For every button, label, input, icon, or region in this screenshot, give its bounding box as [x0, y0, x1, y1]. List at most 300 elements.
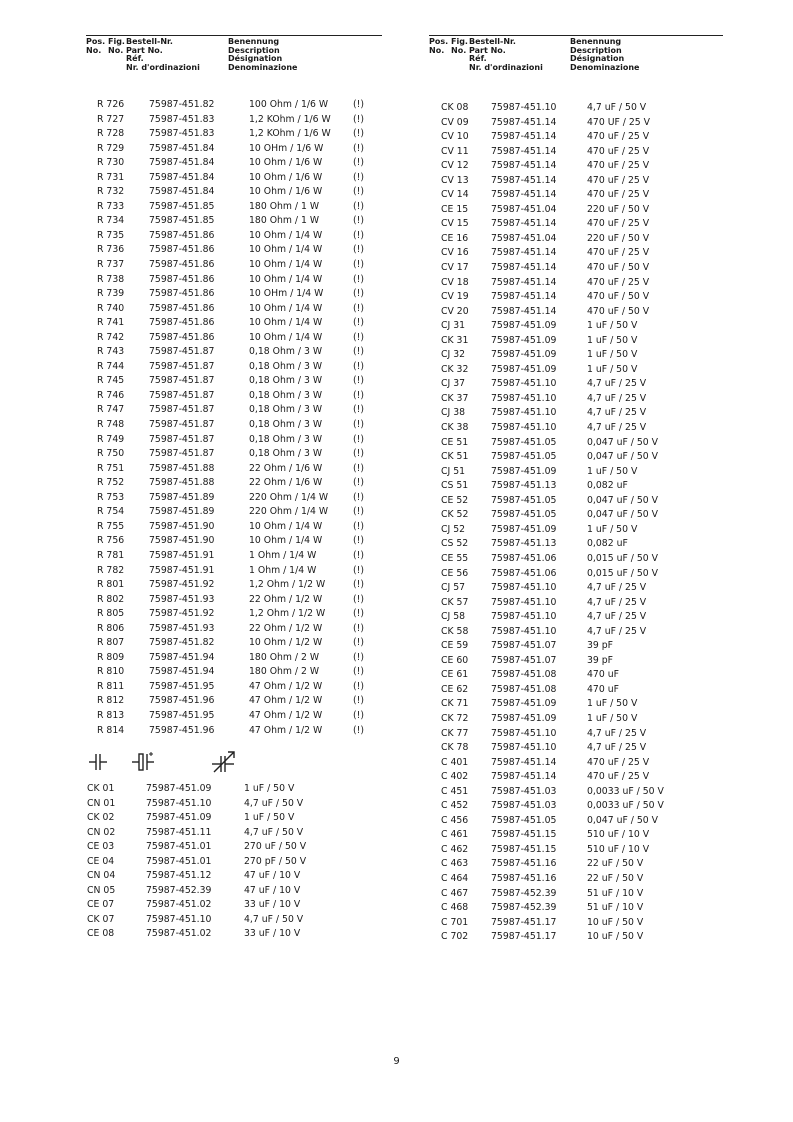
- header-pos: Pos. No.: [429, 37, 449, 55]
- position-number: CE 59: [441, 640, 469, 652]
- description: 1,2 Ohm / 1/2 W: [249, 579, 326, 591]
- description: 470 uF / 25 V: [587, 145, 650, 157]
- description: 10 OHm / 1/6 W: [249, 142, 324, 154]
- position-number: CJ 51: [441, 465, 466, 477]
- position-number: CE 08: [87, 928, 115, 940]
- description: 1 Ohm / 1/4 W: [249, 564, 317, 576]
- safety-note: (!): [353, 273, 364, 285]
- part-number: 75987-451.07: [491, 654, 557, 666]
- part-number: 75987-451.86: [149, 331, 215, 343]
- part-number: 75987-451.15: [491, 829, 557, 841]
- position-number: R 748: [97, 419, 125, 431]
- position-number: CN 01: [87, 797, 116, 809]
- part-number: 75987-451.86: [149, 244, 215, 256]
- part-number: 75987-451.10: [491, 596, 557, 608]
- part-number: 75987-452.39: [491, 887, 557, 899]
- part-number: 75987-451.10: [491, 407, 557, 419]
- part-number: 75987-451.17: [491, 931, 557, 943]
- part-number: 75987-451.82: [149, 637, 215, 649]
- part-number: 75987-451.89: [149, 506, 215, 518]
- description: 10 Ohm / 1/6 W: [249, 171, 323, 183]
- part-number: 75987-451.09: [491, 320, 557, 332]
- safety-note: (!): [353, 593, 364, 605]
- position-number: CE 07: [87, 899, 115, 911]
- part-number: 75987-451.14: [491, 756, 557, 768]
- description: 470 uF / 50 V: [587, 305, 650, 317]
- position-number: R 740: [97, 302, 125, 314]
- safety-note: (!): [353, 259, 364, 271]
- position-number: CJ 52: [441, 523, 466, 535]
- safety-note: (!): [353, 506, 364, 518]
- description: 1,2 KOhm / 1/6 W: [249, 128, 331, 140]
- description: 1 uF / 50 V: [244, 812, 295, 824]
- safety-note: (!): [353, 680, 364, 692]
- description: 0,047 uF / 50 V: [587, 436, 658, 448]
- position-number: R 752: [97, 477, 125, 489]
- safety-note: (!): [353, 389, 364, 401]
- safety-note: (!): [353, 331, 364, 343]
- position-number: R 742: [97, 331, 125, 343]
- header-desc: Benennung Description Désignation Denominazione: [228, 37, 298, 72]
- description: 1 uF / 50 V: [587, 349, 638, 361]
- position-number: CJ 38: [441, 407, 466, 419]
- part-number: 75987-451.87: [149, 433, 215, 445]
- position-number: C 464: [441, 872, 469, 884]
- part-number: 75987-451.16: [491, 858, 557, 870]
- description: 4,7 uF / 25 V: [587, 392, 647, 404]
- safety-note: (!): [353, 215, 364, 227]
- description: 1 uF / 50 V: [587, 320, 638, 332]
- header-part: Bestell-Nr. Part No. Réf. Nr. d'ordinazioni: [126, 37, 200, 72]
- position-number: CK 71: [441, 698, 469, 710]
- description: 0,0033 uF / 50 V: [587, 785, 664, 797]
- position-number: R 741: [97, 317, 125, 329]
- position-number: C 463: [441, 858, 469, 870]
- part-number: 75987-451.10: [491, 625, 557, 637]
- part-number: 75987-451.13: [491, 480, 557, 492]
- part-number: 75987-451.86: [149, 302, 215, 314]
- safety-note: (!): [353, 462, 364, 474]
- position-number: CV 19: [441, 291, 469, 303]
- description: 22 Ohm / 1/2 W: [249, 593, 323, 605]
- safety-note: (!): [353, 186, 364, 198]
- part-number: 75987-451.84: [149, 157, 215, 169]
- part-number: 75987-451.95: [149, 709, 215, 721]
- description: 4,7 uF / 25 V: [587, 582, 647, 594]
- part-number: 75987-451.05: [491, 494, 557, 506]
- position-number: C 461: [441, 829, 469, 841]
- position-number: R 801: [97, 579, 125, 591]
- description: 10 uF / 50 V: [587, 916, 644, 928]
- position-number: CV 13: [441, 174, 469, 186]
- safety-note: (!): [353, 229, 364, 241]
- part-number: 75987-451.10: [491, 582, 557, 594]
- description: 180 Ohm / 1 W: [249, 215, 320, 227]
- description: 10 Ohm / 1/6 W: [249, 157, 323, 169]
- part-number: 75987-451.01: [146, 855, 212, 867]
- position-number: R 805: [97, 608, 125, 620]
- part-number: 75987-451.06: [491, 552, 557, 564]
- position-number: R 738: [97, 273, 125, 285]
- part-number: 75987-451.09: [491, 334, 557, 346]
- part-number: 75987-451.05: [491, 451, 557, 463]
- position-number: R 728: [97, 128, 125, 140]
- description: 470 uF / 25 V: [587, 131, 650, 143]
- description: 470 UF / 25 V: [587, 116, 651, 128]
- position-number: C 402: [441, 771, 469, 783]
- part-number: 75987-451.06: [491, 567, 557, 579]
- safety-note: (!): [353, 99, 364, 110]
- description: 470 uF / 25 V: [587, 189, 650, 201]
- part-number: 75987-451.10: [491, 422, 557, 434]
- description: 10 Ohm / 1/4 W: [249, 244, 323, 256]
- description: 1 uF / 50 V: [587, 465, 638, 477]
- part-number: 75987-451.07: [491, 640, 557, 652]
- header-desc: Benennung Description Désignation Denominazione: [570, 37, 640, 72]
- position-number: R 731: [97, 171, 125, 183]
- part-number: 75987-451.14: [491, 262, 557, 274]
- description: 33 uF / 10 V: [244, 928, 301, 940]
- position-number: CK 31: [441, 334, 469, 346]
- position-number: CK 57: [441, 596, 469, 608]
- position-number: CK 02: [87, 812, 115, 824]
- part-number: 75987-451.96: [149, 695, 215, 707]
- description: 0,18 Ohm / 3 W: [249, 404, 323, 416]
- position-number: CK 38: [441, 422, 469, 434]
- description: 1 uF / 50 V: [587, 712, 638, 724]
- part-number: 75987-451.10: [491, 742, 557, 754]
- position-number: R 732: [97, 186, 125, 198]
- safety-note: (!): [353, 375, 364, 387]
- description: 4,7 uF / 25 V: [587, 742, 647, 754]
- description: 4,7 uF / 50 V: [587, 102, 647, 113]
- position-number: CV 18: [441, 276, 469, 288]
- position-number: CN 05: [87, 884, 116, 896]
- part-number: 75987-451.15: [491, 843, 557, 855]
- part-number: 75987-451.09: [491, 363, 557, 375]
- description: 220 uF / 50 V: [587, 203, 650, 215]
- part-number: 75987-451.04: [491, 232, 557, 244]
- position-number: CJ 37: [441, 378, 466, 390]
- position-number: CV 11: [441, 145, 469, 157]
- part-number: 75987-451.09: [491, 523, 557, 535]
- description: 0,18 Ohm / 3 W: [249, 433, 323, 445]
- safety-note: (!): [353, 579, 364, 591]
- description: 0,047 uF / 50 V: [587, 814, 658, 826]
- position-number: CJ 31: [441, 320, 466, 332]
- safety-note: (!): [353, 564, 364, 576]
- description: 10 Ohm / 1/4 W: [249, 520, 323, 532]
- part-number: 75987-451.14: [491, 276, 557, 288]
- part-number: 75987-451.92: [149, 579, 215, 591]
- description: 4,7 uF / 25 V: [587, 407, 647, 419]
- part-number: 75987-451.82: [149, 99, 215, 110]
- part-number: 75987-451.90: [149, 535, 215, 547]
- position-number: R 753: [97, 491, 125, 503]
- description: 39 pF: [587, 654, 614, 666]
- description: 47 Ohm / 1/2 W: [249, 724, 323, 736]
- part-number: 75987-451.10: [491, 611, 557, 623]
- position-number: CE 16: [441, 232, 469, 244]
- description: 4,7 uF / 25 V: [587, 727, 647, 739]
- safety-note: (!): [353, 128, 364, 140]
- description: 470 uF: [587, 669, 619, 681]
- safety-note: (!): [353, 695, 364, 707]
- position-number: CJ 58: [441, 611, 466, 623]
- description: 47 Ohm / 1/2 W: [249, 709, 323, 721]
- part-number: 75987-451.05: [491, 814, 557, 826]
- safety-note: (!): [353, 448, 364, 460]
- part-number: 75987-451.87: [149, 346, 215, 358]
- part-number: 75987-451.01: [146, 841, 212, 853]
- position-number: CV 20: [441, 305, 469, 317]
- position-number: CN 04: [87, 870, 116, 882]
- part-number: 75987-451.87: [149, 404, 215, 416]
- header-rule: [86, 35, 382, 36]
- position-number: CK 32: [441, 363, 469, 375]
- position-number: CV 15: [441, 218, 469, 230]
- position-number: R 782: [97, 564, 125, 576]
- part-number: 75987-451.86: [149, 288, 215, 300]
- description: 4,7 uF / 25 V: [587, 596, 647, 608]
- description: 4,7 uF / 50 V: [244, 826, 304, 838]
- part-number: 75987-451.14: [491, 131, 557, 143]
- position-number: R 744: [97, 360, 125, 372]
- position-number: CV 09: [441, 116, 469, 128]
- description: 1 uF / 50 V: [587, 334, 638, 346]
- part-number: 75987-451.08: [491, 683, 557, 695]
- header-fig: Fig. No.: [108, 37, 125, 55]
- position-number: R 735: [97, 229, 125, 241]
- position-number: CK 72: [441, 712, 469, 724]
- part-number: 75987-451.10: [491, 102, 557, 113]
- description: 10 Ohm / 1/4 W: [249, 302, 323, 314]
- position-number: CE 51: [441, 436, 469, 448]
- description: 22 Ohm / 1/2 W: [249, 622, 323, 634]
- safety-note: (!): [353, 549, 364, 561]
- position-number: R 743: [97, 346, 125, 358]
- part-number: 75987-451.14: [491, 291, 557, 303]
- description: 0,18 Ohm / 3 W: [249, 419, 323, 431]
- position-number: CN 02: [87, 826, 116, 838]
- safety-note: (!): [353, 171, 364, 183]
- position-number: R 730: [97, 157, 125, 169]
- position-number: CE 04: [87, 855, 115, 867]
- position-number: CE 60: [441, 654, 469, 666]
- description: 22 uF / 50 V: [587, 858, 644, 870]
- position-number: R 812: [97, 695, 125, 707]
- description: 4,7 uF / 50 V: [244, 913, 304, 925]
- description: 100 Ohm / 1/6 W: [249, 99, 329, 110]
- part-number: 75987-451.09: [491, 465, 557, 477]
- part-number: 75987-451.94: [149, 666, 215, 678]
- part-number: 75987-451.14: [491, 305, 557, 317]
- description: 470 uF / 25 V: [587, 174, 650, 186]
- position-number: CV 16: [441, 247, 469, 259]
- part-number: 75987-452.39: [146, 884, 212, 896]
- safety-note: (!): [353, 637, 364, 649]
- description: 10 uF / 50 V: [587, 931, 644, 943]
- part-number: 75987-451.14: [491, 218, 557, 230]
- description: 470 uF / 50 V: [587, 291, 650, 303]
- description: 10 Ohm / 1/4 W: [249, 535, 323, 547]
- position-number: C 451: [441, 785, 469, 797]
- description: 1 uF / 50 V: [587, 363, 638, 375]
- safety-note: (!): [353, 288, 364, 300]
- safety-note: (!): [353, 142, 364, 154]
- description: 10 Ohm / 1/6 W: [249, 186, 323, 198]
- variable-capacitor-symbol: [212, 752, 234, 772]
- position-number: C 701: [441, 916, 469, 928]
- position-number: R 814: [97, 724, 125, 736]
- description: 51 uF / 10 V: [587, 887, 644, 899]
- part-number: 75987-451.87: [149, 360, 215, 372]
- safety-note: (!): [353, 491, 364, 503]
- position-number: CE 55: [441, 552, 469, 564]
- safety-note: (!): [353, 724, 364, 736]
- description: 22 uF / 50 V: [587, 872, 644, 884]
- part-number: 75987-451.14: [491, 116, 557, 128]
- part-number: 75987-451.04: [491, 203, 557, 215]
- position-number: CV 14: [441, 189, 469, 201]
- position-number: R 734: [97, 215, 125, 227]
- position-number: CK 08: [441, 102, 469, 113]
- safety-note: (!): [353, 113, 364, 125]
- description: 10 Ohm / 1/4 W: [249, 273, 323, 285]
- part-number: 75987-451.09: [146, 812, 212, 824]
- part-number: 75987-451.14: [491, 145, 557, 157]
- part-number: 75987-451.05: [491, 436, 557, 448]
- part-number: 75987-451.91: [149, 564, 215, 576]
- position-number: R 781: [97, 549, 125, 561]
- part-number: 75987-451.12: [146, 870, 212, 882]
- description: 510 uF / 10 V: [587, 829, 650, 841]
- header-fig: Fig. No.: [451, 37, 468, 55]
- safety-note: (!): [353, 709, 364, 721]
- description: 0,18 Ohm / 3 W: [249, 389, 323, 401]
- part-number: 75987-451.84: [149, 186, 215, 198]
- description: 1 uF / 50 V: [587, 698, 638, 710]
- position-number: CK 01: [87, 783, 115, 794]
- part-number: 75987-451.10: [146, 913, 212, 925]
- part-number: 75987-451.14: [491, 771, 557, 783]
- position-number: R 755: [97, 520, 125, 532]
- capacitor-symbols: [86, 748, 286, 774]
- part-number: 75987-451.85: [149, 200, 215, 212]
- part-number: 75987-451.89: [149, 491, 215, 503]
- description: 510 uF / 10 V: [587, 843, 650, 855]
- safety-note: (!): [353, 520, 364, 532]
- part-number: 75987-451.14: [491, 247, 557, 259]
- position-number: CE 61: [441, 669, 469, 681]
- position-number: C 401: [441, 756, 469, 768]
- part-number: 75987-451.03: [491, 785, 557, 797]
- description: 470 uF / 25 V: [587, 771, 650, 783]
- position-number: CS 52: [441, 538, 469, 550]
- description: 0,047 uF / 50 V: [587, 494, 658, 506]
- part-number: 75987-451.88: [149, 462, 215, 474]
- description: 1 uF / 50 V: [244, 783, 295, 794]
- description: 4,7 uF / 25 V: [587, 378, 647, 390]
- safety-note: (!): [353, 622, 364, 634]
- description: 0,18 Ohm / 3 W: [249, 375, 323, 387]
- description: 180 Ohm / 2 W: [249, 666, 320, 678]
- description: 0,0033 uF / 50 V: [587, 800, 664, 812]
- description: 180 Ohm / 1 W: [249, 200, 320, 212]
- description: 4,7 uF / 25 V: [587, 422, 647, 434]
- description: 22 Ohm / 1/6 W: [249, 462, 323, 474]
- position-number: CE 52: [441, 494, 469, 506]
- part-number: 75987-451.94: [149, 651, 215, 663]
- part-number: 75987-452.39: [491, 902, 557, 914]
- description: 470 uF: [587, 683, 619, 695]
- position-number: CK 77: [441, 727, 469, 739]
- position-number: R 729: [97, 142, 125, 154]
- part-number: 75987-451.10: [491, 378, 557, 390]
- position-number: C 468: [441, 902, 469, 914]
- position-number: CK 78: [441, 742, 469, 754]
- position-number: CJ 32: [441, 349, 466, 361]
- position-number: R 754: [97, 506, 125, 518]
- position-number: R 726: [97, 99, 125, 110]
- position-number: R 750: [97, 448, 125, 460]
- position-number: R 756: [97, 535, 125, 547]
- safety-note: (!): [353, 200, 364, 212]
- description: 0,015 uF / 50 V: [587, 552, 658, 564]
- part-number: 75987-451.11: [146, 826, 212, 838]
- part-number: 75987-451.86: [149, 229, 215, 241]
- description: 4,7 uF / 25 V: [587, 611, 647, 623]
- part-number: 75987-451.09: [491, 712, 557, 724]
- safety-note: (!): [353, 477, 364, 489]
- description: 10 Ohm / 1/4 W: [249, 331, 323, 343]
- part-number: 75987-451.95: [149, 680, 215, 692]
- description: 220 Ohm / 1/4 W: [249, 506, 329, 518]
- description: 270 uF / 50 V: [244, 841, 307, 853]
- description: 47 uF / 10 V: [244, 884, 301, 896]
- description: 470 uF / 25 V: [587, 218, 650, 230]
- part-number: 75987-451.87: [149, 419, 215, 431]
- position-number: R 745: [97, 375, 125, 387]
- position-number: R 802: [97, 593, 125, 605]
- position-number: CJ 57: [441, 582, 466, 594]
- position-number: R 727: [97, 113, 125, 125]
- part-number: 75987-451.09: [146, 783, 212, 794]
- safety-note: (!): [353, 317, 364, 329]
- description: 10 Ohm / 1/4 W: [249, 317, 323, 329]
- part-number: 75987-451.84: [149, 142, 215, 154]
- position-number: C 456: [441, 814, 469, 826]
- position-number: C 452: [441, 800, 469, 812]
- part-number: 75987-451.03: [491, 800, 557, 812]
- header-part: Bestell-Nr. Part No. Réf. Nr. d'ordinazioni: [469, 37, 543, 72]
- description: 1,2 KOhm / 1/6 W: [249, 113, 331, 125]
- description: 0,18 Ohm / 3 W: [249, 346, 323, 358]
- safety-note: (!): [353, 346, 364, 358]
- description: 0,015 uF / 50 V: [587, 567, 658, 579]
- position-number: R 749: [97, 433, 125, 445]
- position-number: C 467: [441, 887, 469, 899]
- safety-note: (!): [353, 419, 364, 431]
- position-number: R 751: [97, 462, 125, 474]
- description: 33 uF / 10 V: [244, 899, 301, 911]
- header-rule: [429, 35, 723, 36]
- part-number: 75987-451.91: [149, 549, 215, 561]
- description: 47 Ohm / 1/2 W: [249, 695, 323, 707]
- capacitor-symbol: [89, 754, 107, 770]
- position-number: R 810: [97, 666, 125, 678]
- part-number: 75987-451.05: [491, 509, 557, 521]
